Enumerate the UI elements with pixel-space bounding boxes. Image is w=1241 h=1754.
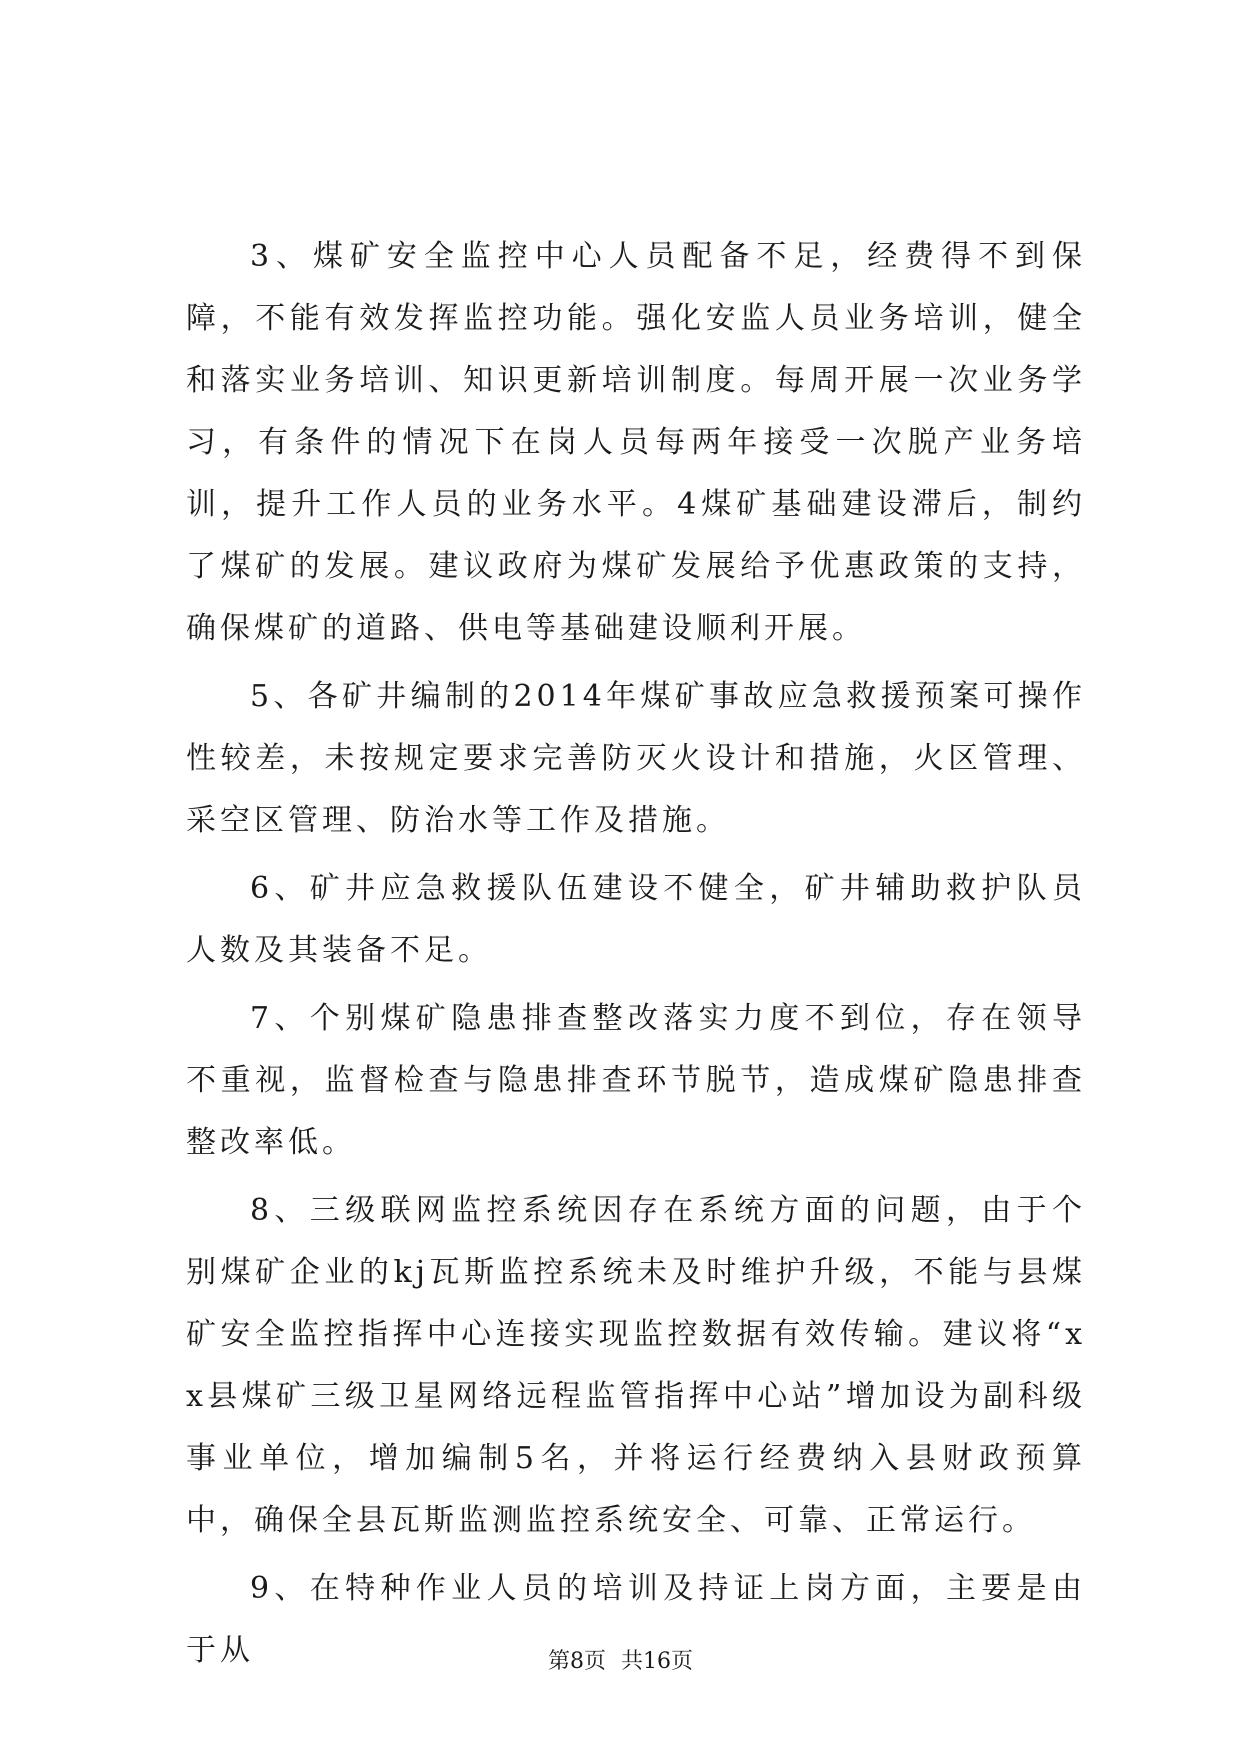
paragraph-item-8: 8、三级联网监控系统因存在系统方面的问题，由于个别煤矿企业的kj瓦斯监控系统未及时维护升级，不能与县煤矿安全监控指挥中心连接实现监控数据有效传输。建议将“xx县煤矿三级卫星网络远程监管指挥中心站”增加设为副科级事业单位，增加编制5名，并将运行经费纳入县财政预算中，确保全县瓦斯监测监控系统安全、可靠、正常运行。 — [186, 1193, 1086, 1538]
paragraph-item-5: 5、各矿井编制的2014年煤矿事故应急救援预案可操作性较差，未按规定要求完善防灭火设计和措施，火区管理、采空区管理、防治水等工作及措施。 — [186, 679, 1086, 838]
page-footer — [0, 1647, 1241, 1677]
page-total: 共16页 — [621, 1649, 693, 1674]
paragraph-item-7: 7、个别煤矿隐患排查整改落实力度不到位，存在领导不重视，监督检查与隐患排查环节脱节，造成煤矿隐患排查整改率低。 — [186, 1001, 1086, 1160]
document-body — [186, 226, 1086, 1688]
page-number: 第8页 — [548, 1649, 606, 1674]
paragraph-item-3: 3、煤矿安全监控中心人员配备不足，经费得不到保障，不能有效发挥监控功能。强化安监人员业务培训，健全和落实业务培训、知识更新培训制度。每周开展一次业务学习，有条件的情况下在岗人员每两年接受一次脱产业务培训，提升工作人员的业务水平。4煤矿基础建设滞后，制约了煤矿的发展。建议政府为煤矿发展给予优惠政策的支持，确保煤矿的道路、供电等基础建设顺利开展。 — [186, 239, 1086, 646]
paragraph-item-6: 6、矿井应急救援队伍建设不健全，矿井辅助救护队员人数及其装备不足。 — [186, 871, 1086, 968]
paragraph-item-9: 9、在特种作业人员的培训及持证上岗方面，主要是由于从 — [186, 1571, 1086, 1668]
